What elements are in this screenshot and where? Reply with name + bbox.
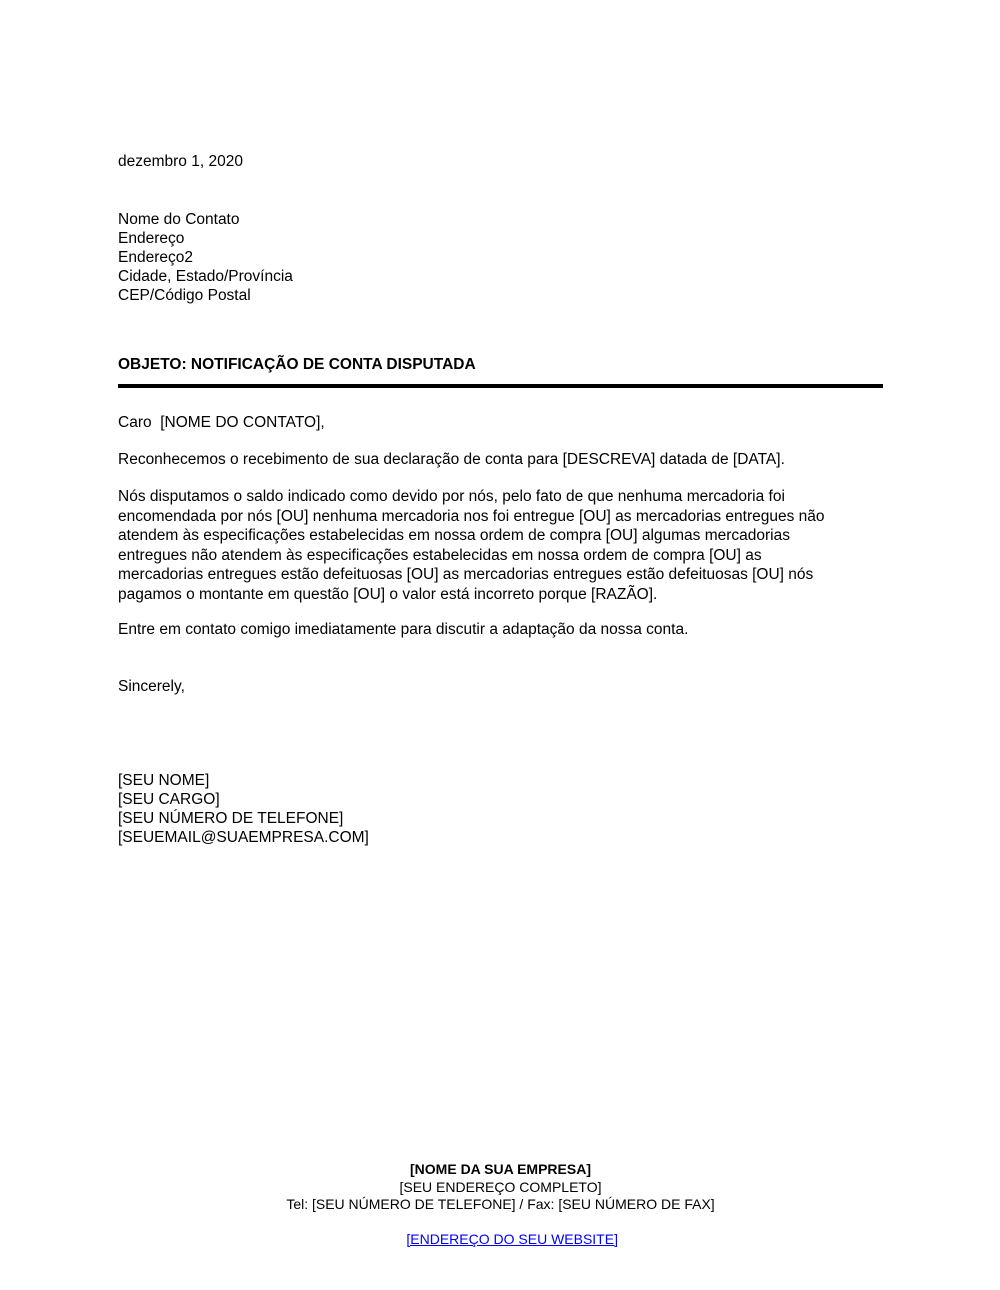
greeting-line	[118, 413, 883, 432]
paragraph-dispute-line: entregues não atendem às especificações estabelecidas em nossa ordem de compra [OU] as	[118, 546, 762, 564]
company-footer	[118, 1161, 883, 1266]
signature-title: [SEU CARGO]	[118, 791, 220, 808]
subject-divider-rule	[118, 384, 883, 388]
recipient-postal-code: CEP/Código Postal	[118, 287, 251, 304]
signature-name: [SEU NOME]	[118, 772, 210, 789]
paragraph-dispute-line: encomendada por nós [OU] nenhuma mercadoria nos foi entregue [OU] as mercadorias entregues não	[118, 507, 825, 525]
paragraph-dispute-line: mercadorias entregues estão defeituosas [OU] as mercadorias entregues estão defeituosas [OU] nós	[118, 566, 814, 583]
paragraph-dispute-line: atendem às especificações estabelecidas em nossa ordem de compra [OU] algumas mercadorias	[118, 527, 790, 544]
date-line	[118, 152, 883, 171]
paragraph-dispute-line: pagamos o montante em questão [OU] o valor está incorreto porque [RAZÃO].	[118, 585, 658, 603]
subject-text: OBJETO: NOTIFICAÇÃO DE CONTA DISPUTADA	[118, 356, 476, 373]
paragraph-acknowledgement	[118, 450, 883, 469]
signature-phone: [SEU NÚMERO DE TELEFONE]	[118, 810, 344, 827]
recipient-address-line-2: Endereço2	[118, 249, 193, 266]
paragraph-acknowledgement-text: Reconhecemos o recebimento de sua declaração de conta para [DESCREVA] datada de [DATA].	[118, 451, 785, 468]
footer-phone-fax: Tel: [SEU NÚMERO DE TELEFONE] / Fax: [SEU NÚMERO DE FAX]	[286, 1196, 715, 1212]
letter-date: dezembro 1, 2020	[118, 153, 243, 170]
recipient-name: Nome do Contato	[118, 211, 240, 228]
greeting-text: Caro [NOME DO CONTATO],	[118, 414, 325, 431]
subject-heading	[118, 355, 883, 374]
closing-line	[118, 677, 883, 696]
paragraph-contact-request	[118, 620, 883, 639]
signature-block	[118, 771, 883, 847]
paragraph-contact-request-text: Entre em contato comigo imediatamente para discutir a adaptação da nossa conta.	[118, 621, 689, 638]
closing-text: Sincerely,	[118, 678, 185, 695]
recipient-city-state: Cidade, Estado/Província	[118, 268, 293, 285]
recipient-address-block	[118, 210, 883, 305]
paragraph-dispute-line: Nós disputamos o saldo indicado como devido por nós, pelo fato de que nenhuma mercadoria foi	[118, 488, 785, 505]
signature-email: [SEUEMAIL@SUAEMPRESA.COM]	[118, 829, 369, 846]
recipient-address-line-1: Endereço	[118, 230, 185, 247]
footer-company-name: [NOME DA SUA EMPRESA]	[410, 1161, 591, 1177]
website-link[interactable]: [ENDEREÇO DO SEU WEBSITE]	[406, 1231, 618, 1247]
footer-company-address: [SEU ENDEREÇO COMPLETO]	[399, 1178, 602, 1195]
paragraph-dispute	[118, 487, 883, 604]
